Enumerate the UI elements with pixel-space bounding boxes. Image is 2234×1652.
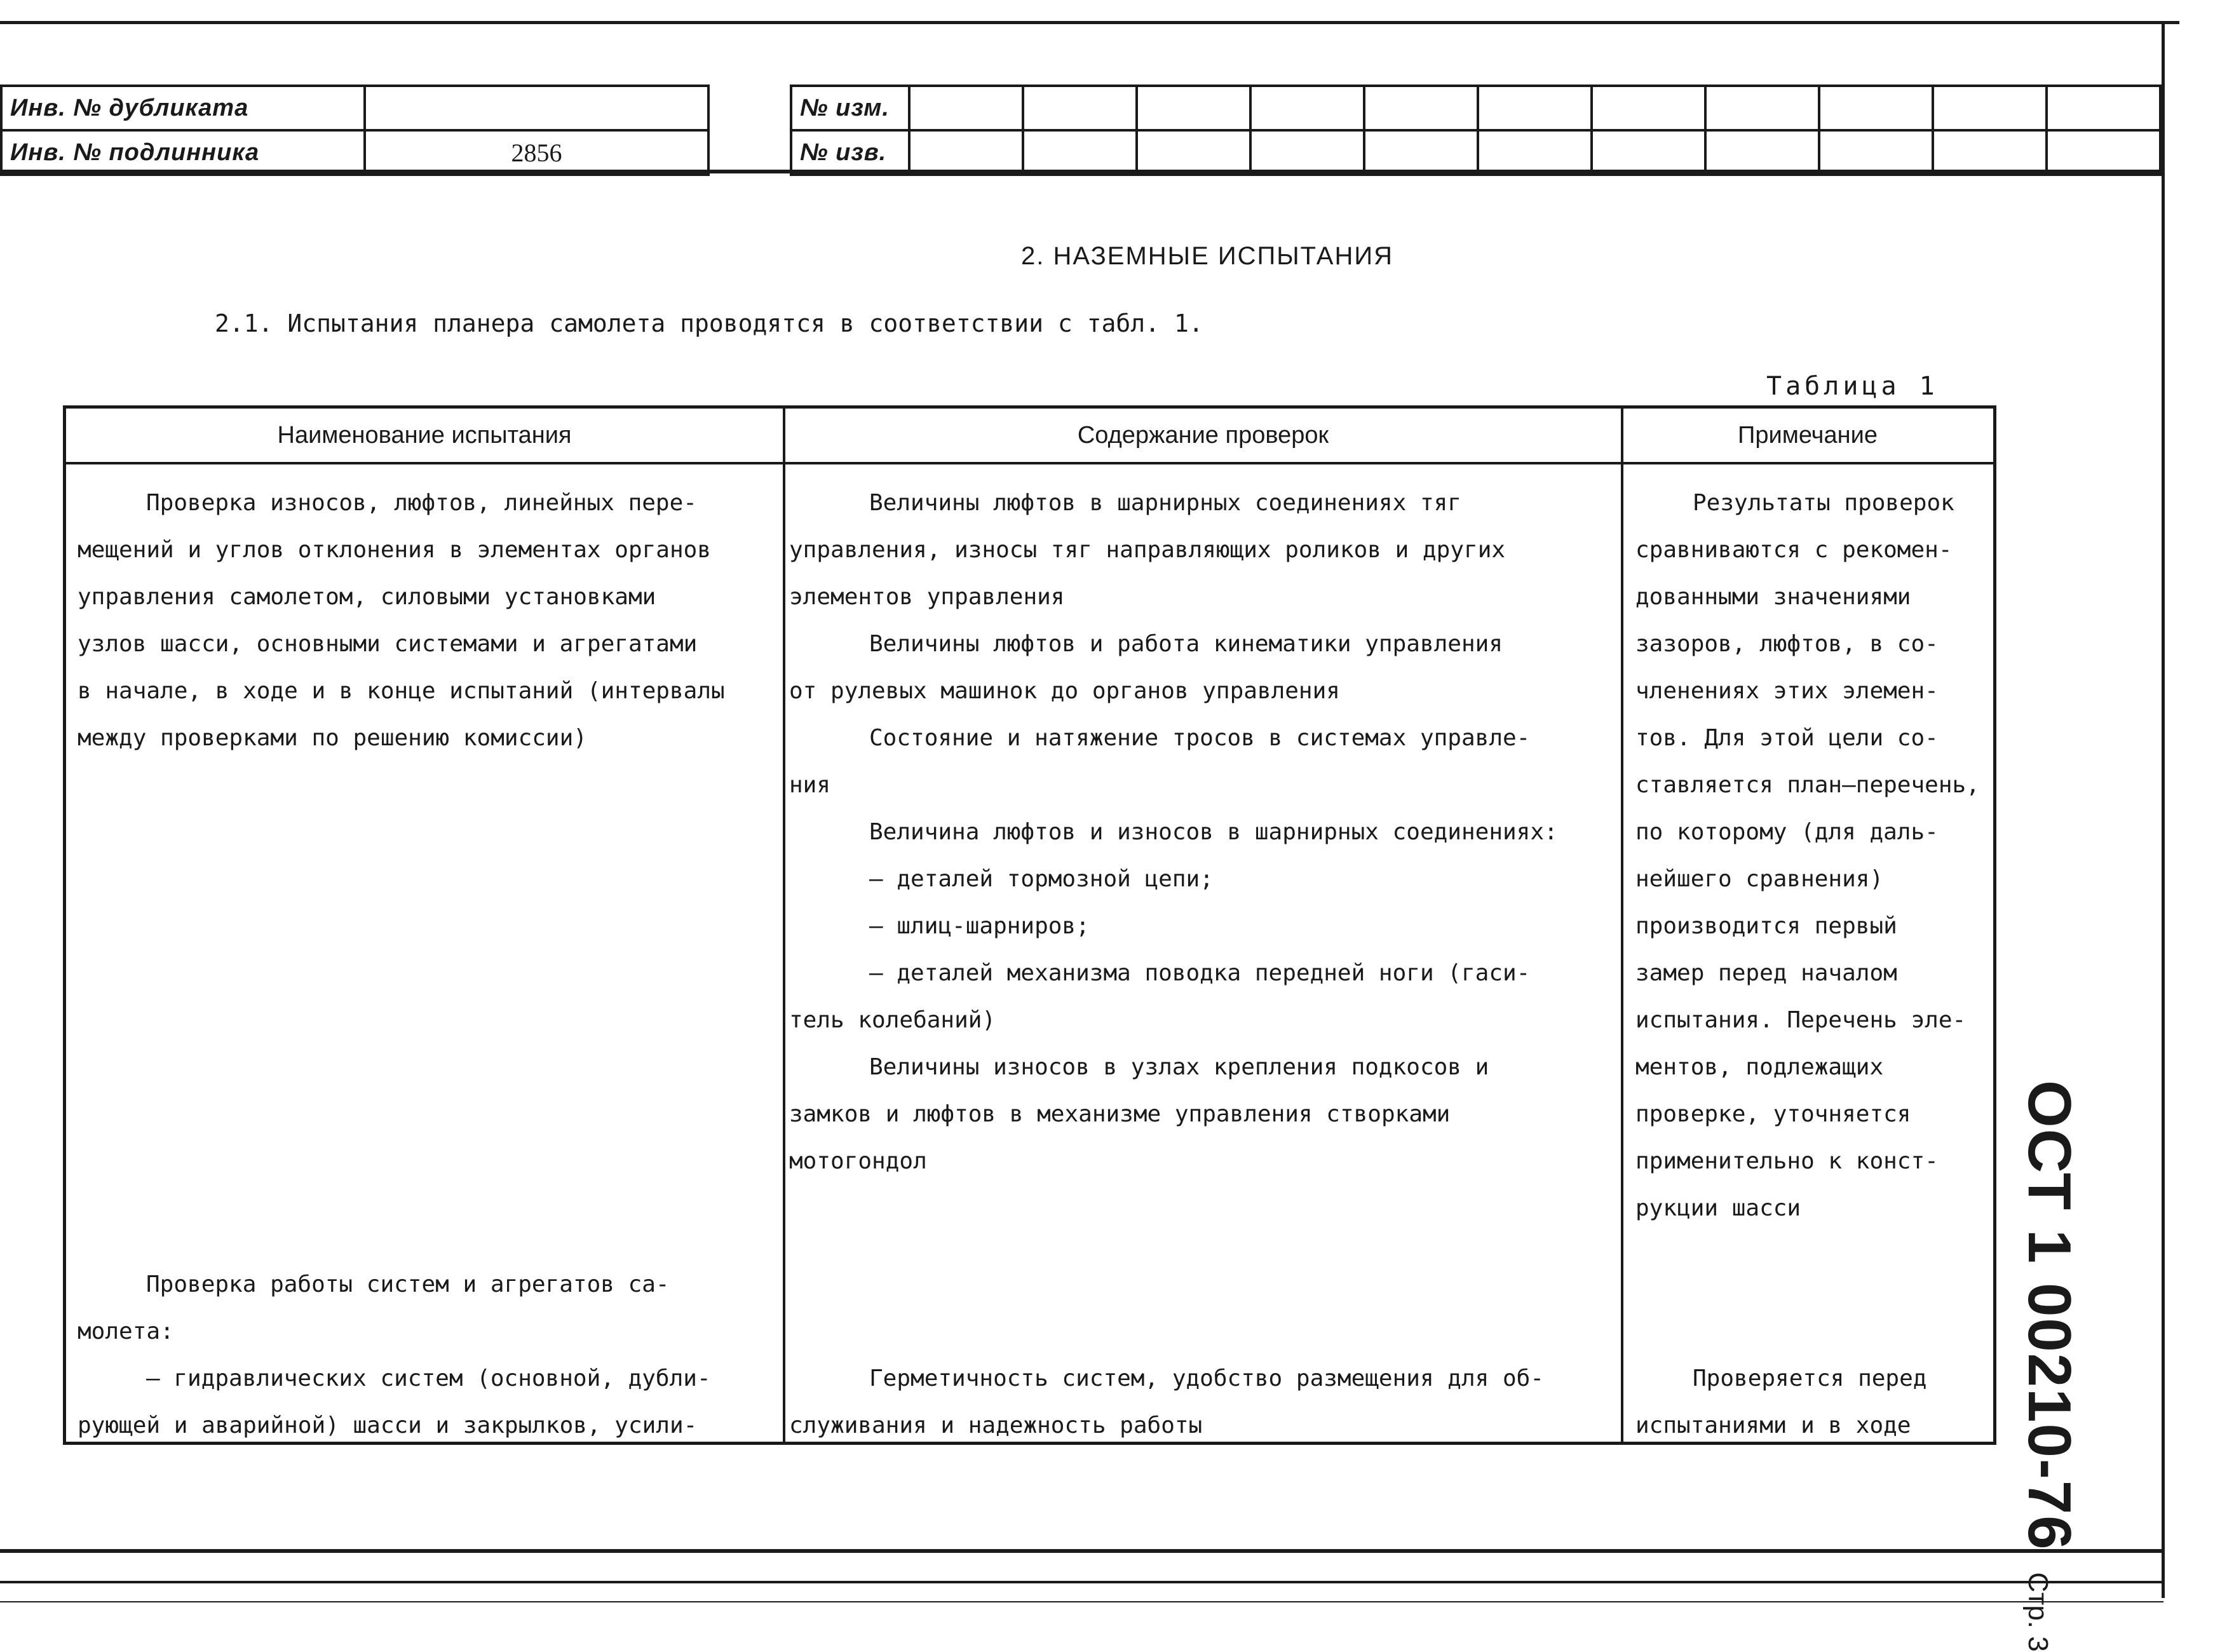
- text-line: Состояние и натяжение тросов в системах управле-: [869, 725, 1531, 751]
- column-header-check-content: Содержание проверок: [1077, 422, 1329, 449]
- text-line: членениях этих элемен-: [1635, 678, 1939, 704]
- text-line: ставляется план–перечень,: [1635, 772, 1980, 798]
- standard-code: ОСТ 1 00210-76: [2015, 1080, 2083, 1551]
- inventory-table: [0, 85, 710, 176]
- changes-row-notice-no: [791, 130, 2160, 175]
- text-line: ния: [789, 772, 831, 798]
- changes-cell: [1819, 130, 1933, 175]
- changes-cell: [2047, 86, 2160, 130]
- frame-top-border: [0, 21, 2179, 24]
- changes-cell: [1250, 86, 1364, 130]
- text-line: производится первый: [1635, 913, 1897, 939]
- intro-paragraph: 2.1. Испытания планера самолета проводятся в соответствии с табл. 1.: [215, 309, 1203, 337]
- header-rule: [0, 170, 2163, 173]
- text-line: узлов шасси, основными системами и агрегатами: [78, 631, 698, 657]
- changes-label: № изм.: [791, 86, 909, 130]
- text-line: по которому (для даль-: [1635, 819, 1939, 845]
- cell-test-name-1: [78, 480, 776, 762]
- text-line: управления самолетом, силовыми установками: [78, 584, 656, 610]
- text-line: – деталей тормозной цепи;: [869, 866, 1214, 892]
- text-line: Величины люфтов в шарнирных соединениях тяг: [869, 490, 1461, 516]
- cell-test-name-2: [78, 1261, 776, 1449]
- text-line: – гидравлических систем (основной, дубли-: [146, 1365, 711, 1391]
- text-line: замков и люфтов в механизме управления створками: [789, 1101, 1451, 1127]
- standard-stamp: [2014, 1080, 2084, 1652]
- section-title: 2. НАЗЕМНЫЕ ИСПЫТАНИЯ: [1021, 242, 1393, 270]
- text-line: испытаниями и в ходе: [1635, 1412, 1911, 1439]
- page-number: Стр. 3: [2022, 1572, 2054, 1652]
- changes-cell: [1023, 130, 1137, 175]
- text-line: – деталей механизма поводка передней ноги (гаси-: [869, 960, 1531, 986]
- inventory-value: 2856: [365, 130, 708, 175]
- text-line: молета:: [78, 1318, 174, 1344]
- changes-cell: [1478, 130, 1592, 175]
- table-caption: Таблица 1: [1766, 372, 1939, 401]
- text-line: испытания. Перечень эле-: [1635, 1007, 1967, 1033]
- text-line: от рулевых машинок до органов управления: [789, 678, 1340, 704]
- changes-table: [790, 85, 2162, 176]
- changes-cell: [1592, 86, 1705, 130]
- frame-bottom-border-2: [0, 1581, 2163, 1583]
- inventory-label: Инв. № дубликата: [1, 86, 365, 130]
- text-line: рующей и аварийной) шасси и закрылков, усили-: [78, 1412, 698, 1439]
- text-line: в начале, в ходе и в конце испытаний (интервалы: [78, 678, 725, 704]
- column-divider: [783, 409, 785, 1442]
- header-divider: [66, 462, 1993, 464]
- changes-cell: [1592, 130, 1705, 175]
- text-line: Результаты проверок: [1693, 490, 1954, 516]
- text-line: тель колебаний): [789, 1007, 996, 1033]
- text-line: Величины износов в узлах крепления подкосов и: [869, 1054, 1489, 1080]
- text-line: Проверка работы систем и агрегатов са-: [146, 1271, 670, 1297]
- text-line: Проверяется перед: [1693, 1365, 1927, 1391]
- changes-cell: [909, 86, 1023, 130]
- inventory-row-duplicate: [1, 86, 708, 130]
- changes-cell: [1364, 130, 1478, 175]
- changes-cell: [1933, 86, 2047, 130]
- column-divider: [1621, 409, 1623, 1442]
- cell-check-content-2: [789, 1355, 1615, 1449]
- changes-cell: [1137, 130, 1250, 175]
- cell-note-2: [1635, 1355, 1991, 1449]
- changes-row-change-no: [791, 86, 2160, 130]
- inventory-value: [365, 86, 708, 130]
- changes-cell: [1137, 86, 1250, 130]
- text-line: – шлиц-шарниров;: [869, 913, 1090, 939]
- text-line: элементов управления: [789, 584, 1065, 610]
- changes-label: № изв.: [791, 130, 909, 175]
- text-line: Герметичность систем, удобство размещения для об-: [869, 1365, 1545, 1391]
- changes-cell: [1705, 130, 1819, 175]
- tests-table: [63, 405, 1996, 1445]
- changes-cell: [1705, 86, 1819, 130]
- text-line: Проверка износов, люфтов, линейных пере-: [146, 490, 697, 516]
- text-line: мещений и углов отклонения в элементах органов: [78, 537, 711, 563]
- column-header-test-name: Наименование испытания: [277, 422, 572, 449]
- text-line: сравниваются с рекомен-: [1635, 537, 1953, 563]
- text-line: рукции шасси: [1635, 1195, 1801, 1221]
- text-line: зазоров, люфтов, в со-: [1635, 631, 1939, 657]
- text-line: ментов, подлежащих: [1635, 1054, 1884, 1080]
- changes-cell: [1364, 86, 1478, 130]
- changes-cell: [909, 130, 1023, 175]
- changes-cell: [1023, 86, 1137, 130]
- text-line: применительно к конст-: [1635, 1148, 1939, 1174]
- text-line: Величина люфтов и износов в шарнирных соединениях:: [869, 819, 1558, 845]
- text-line: между проверками по решению комиссии): [78, 725, 587, 751]
- changes-cell: [1933, 130, 2047, 175]
- text-line: замер перед началом: [1635, 960, 1897, 986]
- frame-bottom-border: [0, 1549, 2163, 1553]
- inventory-label: Инв. № подлинника: [1, 130, 365, 175]
- text-line: мотогондол: [789, 1148, 927, 1174]
- text-line: управления, износы тяг направляющих роликов и других: [789, 537, 1506, 563]
- inventory-row-original: [1, 130, 708, 175]
- changes-cell: [1478, 86, 1592, 130]
- text-line: служивания и надежность работы: [789, 1412, 1203, 1439]
- text-line: нейшего сравнения): [1635, 866, 1884, 892]
- text-line: тов. Для этой цели со-: [1635, 725, 1939, 751]
- text-line: дованными значениями: [1635, 584, 1911, 610]
- changes-cell: [1250, 130, 1364, 175]
- text-line: проверке, уточняется: [1635, 1101, 1911, 1127]
- changes-cell: [2047, 130, 2160, 175]
- column-header-note: Примечание: [1738, 422, 1878, 449]
- cell-check-content-1: [789, 480, 1615, 1185]
- frame-bottom-border-3: [0, 1601, 2163, 1602]
- changes-cell: [1819, 86, 1933, 130]
- cell-note-1: [1635, 480, 1991, 1232]
- text-line: Величины люфтов и работа кинематики управления: [869, 631, 1503, 657]
